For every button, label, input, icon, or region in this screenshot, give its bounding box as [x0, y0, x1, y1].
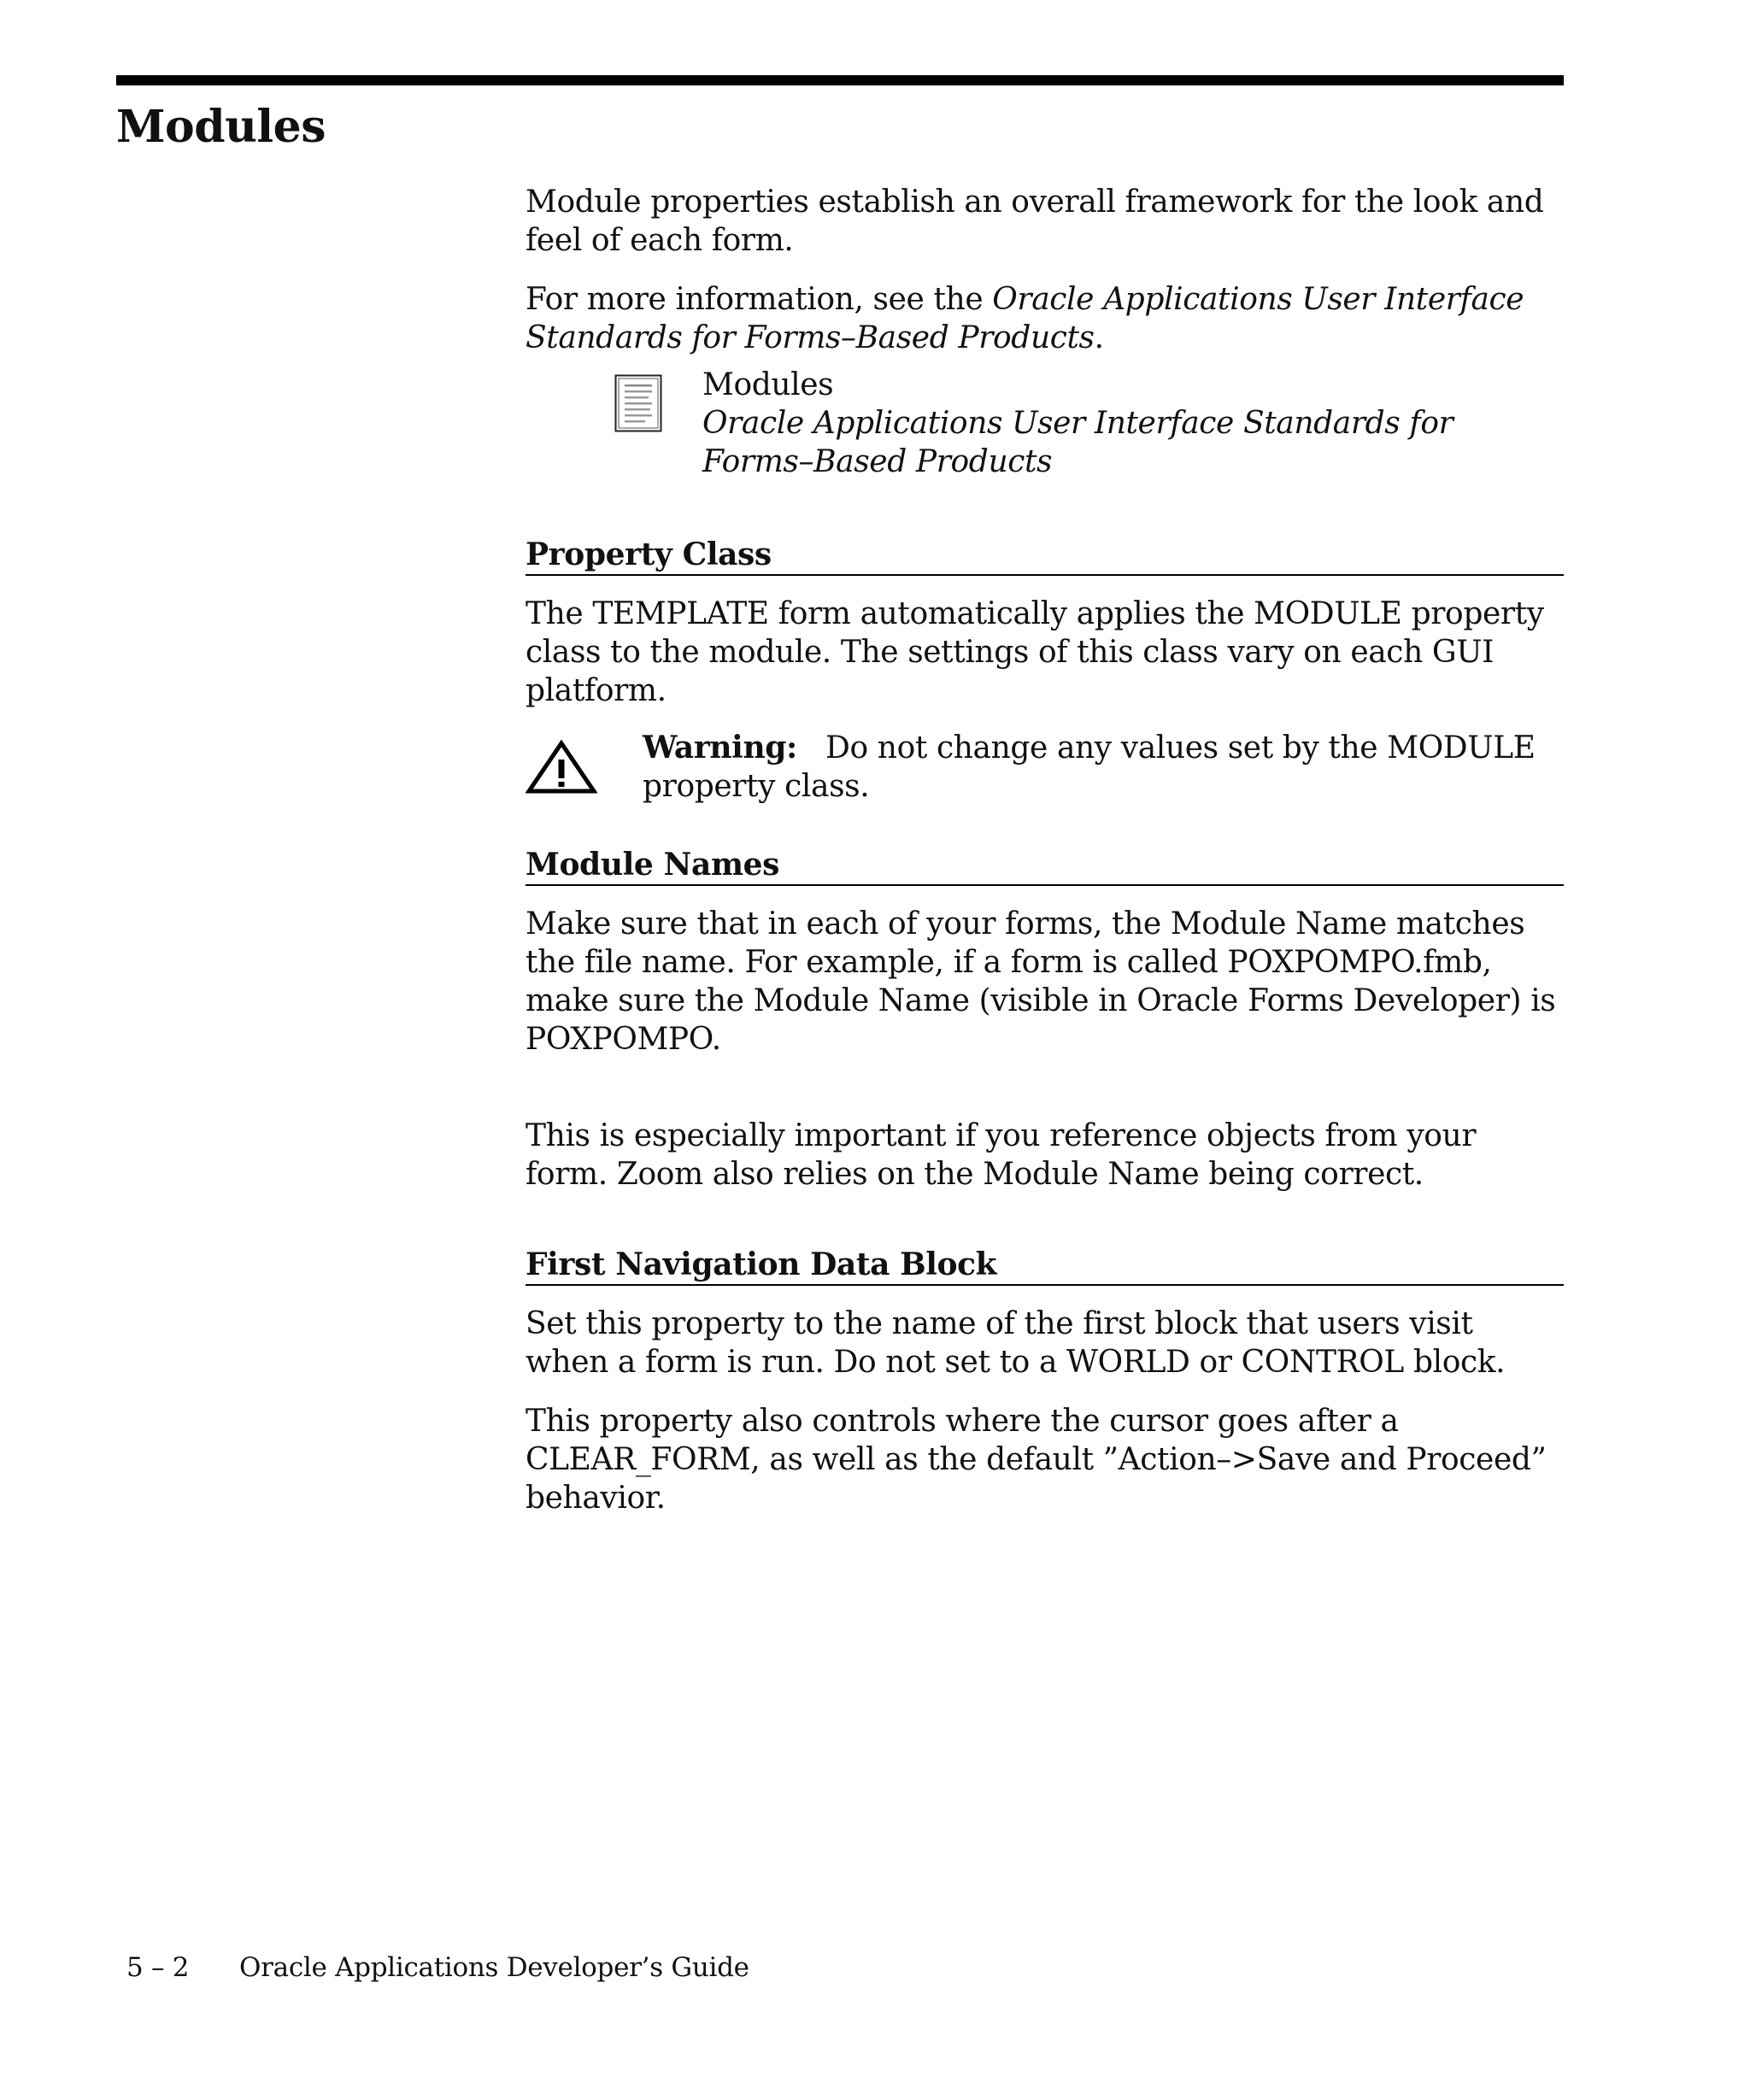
- footer-book-title: Oracle Applications Developer’s Guide: [239, 1952, 749, 1983]
- intro-paragraph: Module properties establish an overall framework for the look and feel of each form.: [526, 185, 1544, 258]
- section-heading-property-class: Property Class: [526, 537, 1564, 576]
- first-navigation-cursor-paragraph: This property also controls where the cursor goes after a CLEAR_FORM, as well as the default ”Action–>Save and Proceed” behavior.: [526, 1404, 1547, 1516]
- section-heading-module-names: Module Names: [526, 847, 1564, 886]
- top-rule: [116, 75, 1564, 85]
- warning-label: Warning:: [643, 730, 797, 766]
- main-content: [526, 183, 1564, 1517]
- intro-reference-prefix: For more information, see the: [526, 282, 993, 317]
- cross-reference-book: Oracle Applications User Interface Standards for Forms–Based Products: [702, 406, 1453, 479]
- page-footer: [126, 1950, 749, 1985]
- intro-reference-book: Oracle Applications User Interface Standards for Forms–Based Products: [526, 282, 1524, 355]
- document-icon: [614, 374, 662, 432]
- cross-reference: [526, 366, 1564, 485]
- section-heading-first-navigation: First Navigation Data Block: [526, 1247, 1564, 1286]
- warning-note: [526, 729, 1564, 806]
- warning-text: [643, 729, 1564, 806]
- warning-triangle-icon: [526, 739, 597, 795]
- page-title: Modules: [116, 101, 326, 153]
- first-navigation-paragraph: Set this property to the name of the first block that users visit when a form is run. Do not set to a WORLD or CONTROL block.: [526, 1306, 1506, 1380]
- property-class-paragraph: The TEMPLATE form automatically applies the MODULE property class to the module. The settings of this class vary on each GUI platform.: [526, 596, 1544, 708]
- warning-body: Do not change any values set by the MODULE property class.: [643, 730, 1545, 804]
- module-names-importance-paragraph: This is especially important if you reference objects from your form. Zoom also relies on the Module Name being correct.: [526, 1118, 1477, 1192]
- cross-reference-title: Modules: [702, 367, 834, 402]
- intro-reference-paragraph: [526, 280, 1564, 357]
- page-number: 5 – 2: [126, 1952, 190, 1983]
- intro-reference-suffix: .: [1094, 320, 1104, 355]
- module-names-paragraph: Make sure that in each of your forms, the Module Name matches the file name. For example, if a form is called POXPOMPO.fmb, make sure the Module Name (visible in Oracle Forms Developer) is POXPOMPO.: [526, 906, 1556, 1057]
